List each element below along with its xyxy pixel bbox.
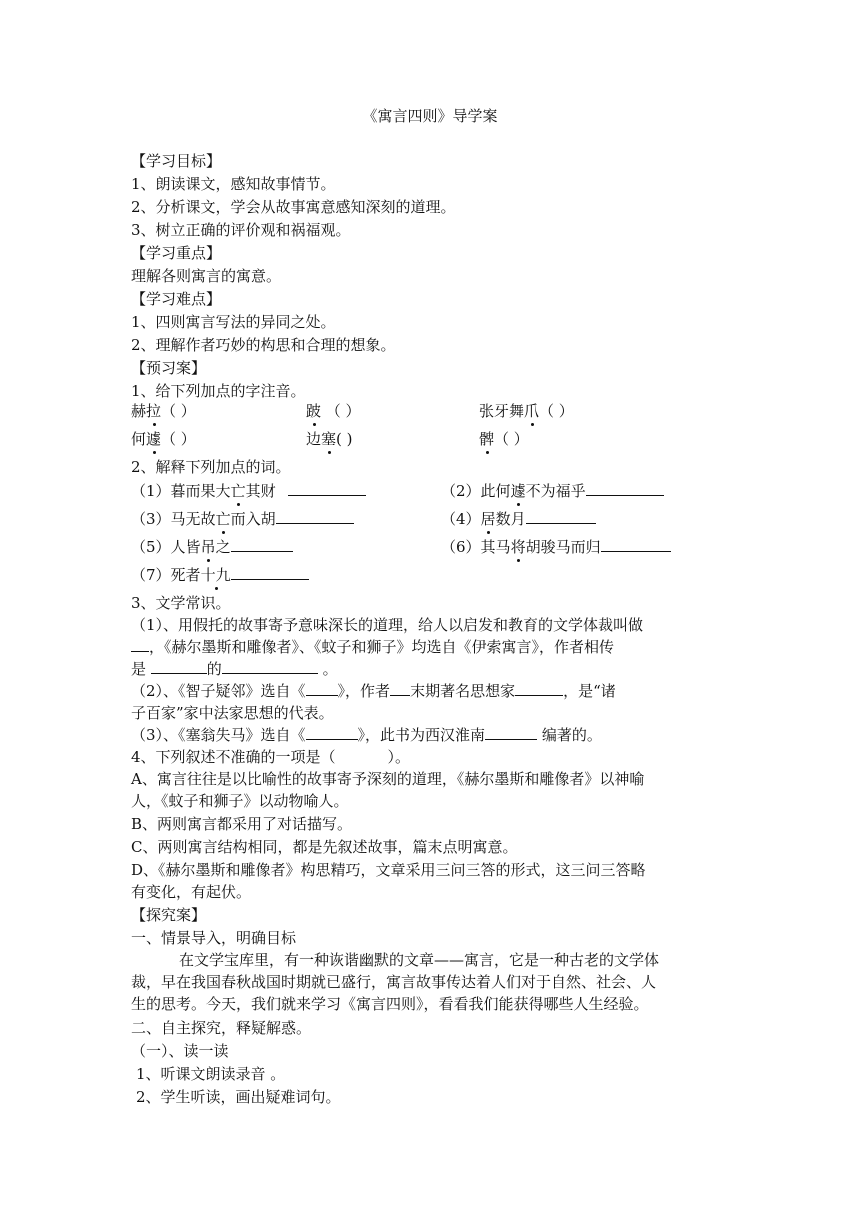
option-d-line: D、《赫尔墨斯和雕像者》构思精巧，文章采用三问三答的形式，这三问三答略 (131, 861, 646, 879)
key-points-text: 理解各则寓言的寓意。 (131, 267, 282, 285)
answer-blank[interactable] (586, 481, 664, 496)
word-item: （4）居数月 (441, 509, 596, 529)
answer-blank[interactable] (151, 659, 207, 674)
q3-paragraph-line: （1）、用假托的故事寄予意味深长的道理，给人以启发和教育的文学体裁叫做 (131, 616, 644, 634)
answer-blank[interactable] (131, 637, 149, 652)
answer-blank[interactable] (306, 681, 338, 696)
pinyin-item: 边塞( ) (306, 430, 353, 448)
answer-blank[interactable] (515, 681, 563, 696)
word-item: （3）马无故亡而入胡 (131, 509, 354, 529)
option-a-line: A、寓言往往是以比喻性的故事寄予深刻的道理，《赫尔墨斯和雕像者》以神喻 (131, 770, 645, 788)
pinyin-item: 髀（ ） (479, 430, 529, 448)
word-item: （7）死者十九 (131, 565, 309, 585)
word-item: （5）人皆吊之 (131, 537, 293, 557)
dotted-char: 亡 (215, 510, 231, 528)
dotted-char: 跛 (306, 402, 322, 420)
preview-header: 【预习案】 (131, 359, 207, 377)
dotted-char: 爪 (524, 402, 540, 420)
section-title: 二、自主探究，释疑解惑。 (131, 1019, 312, 1037)
list-item: 2、学生听读，画出疑难词句。 (136, 1088, 341, 1106)
q3-prompt: 3、文学常识。 (131, 594, 231, 612)
dotted-char: 塞 (321, 430, 337, 448)
q2-prompt: 2、解释下列加点的词。 (131, 458, 291, 476)
answer-blank[interactable] (390, 681, 410, 696)
q3-paragraph-line: （2）、《智子疑邻》选自《 》，作者 末期著名思想家 ，是“诸 (131, 682, 616, 700)
dotted-char: 吊 (200, 538, 216, 556)
difficulty-item: 2、理解作者巧妙的构思和合理的想象。 (131, 336, 396, 354)
difficulty-item: 1、四则寓言写法的异同之处。 (131, 313, 336, 331)
option-b: B、两则寓言都采用了对话描写。 (131, 815, 353, 833)
word-item: （6）其马将胡骏马而归 (441, 537, 671, 557)
q3-paragraph-line: （3）、《塞翁失马》选自《 》，此书为西汉淮南 编著的。 (131, 726, 602, 744)
list-item: 1、听课文朗读录音 。 (136, 1065, 286, 1083)
dotted-char: 将 (510, 538, 526, 556)
answer-blank[interactable] (231, 537, 293, 552)
q4-prompt: 4、下列叙述不准确的一项是（ ）。 (131, 748, 411, 766)
answer-blank[interactable] (526, 509, 596, 524)
intro-paragraph-line: 在文学宝库里，有一种诙谐幽默的文章——寓言，它是一种古老的文学体 (179, 951, 660, 969)
answer-blank[interactable] (222, 659, 318, 674)
subsection-title: （一）、读一读 (131, 1042, 229, 1060)
dotted-char: 亡 (230, 482, 246, 500)
word-item: （1）暮而果大亡其财 (131, 481, 366, 501)
dotted-char: 居 (480, 510, 496, 528)
dotted-char: 十九 (200, 566, 231, 584)
dotted-char: 拉 (146, 402, 162, 420)
objective-item: 1、朗读课文，感知故事情节。 (131, 175, 336, 193)
dotted-char: 遽 (146, 430, 162, 448)
pinyin-item: 跛 （ ） (306, 402, 361, 420)
dotted-char: 髀 (479, 430, 495, 448)
pinyin-item: 张牙舞爪（ ） (479, 402, 574, 420)
q1-prompt: 1、给下列加点的字注音。 (131, 382, 306, 400)
option-c: C、两则寓言结构相同，都是先叙述故事，篇末点明寓意。 (131, 838, 518, 856)
key-points-header: 【学习重点】 (131, 244, 222, 262)
dotted-char: 遽 (510, 482, 526, 500)
option-d-line: 有变化，有起伏。 (131, 883, 252, 901)
option-a-line: 人，《蚊子和狮子》以动物喻人。 (131, 792, 349, 810)
intro-paragraph-line: 裁，早在我国春秋战国时期就已盛行，寓言故事传达着人们对于自然、社会、人 (131, 973, 657, 991)
answer-blank[interactable] (601, 537, 671, 552)
pinyin-item: 赫拉（ ） (131, 402, 196, 420)
difficulties-header: 【学习难点】 (131, 290, 222, 308)
page-title: 《寓言四则》导学案 (362, 107, 498, 125)
q3-paragraph-line: 是 的 。 (131, 660, 338, 678)
objective-item: 3、树立正确的评价观和祸福观。 (131, 221, 351, 239)
answer-blank[interactable] (231, 565, 309, 580)
answer-blank[interactable] (288, 481, 366, 496)
answer-blank[interactable] (276, 509, 354, 524)
word-item: （2）此何遽不为福乎 (441, 481, 664, 501)
q3-paragraph-line: 子百家”家中法家思想的代表。 (131, 704, 334, 722)
explore-header: 【探究案】 (131, 906, 207, 924)
objective-item: 2、分析课文，学会从故事寓意感知深刻的道理。 (131, 198, 456, 216)
q3-paragraph-line: ，《赫尔墨斯和雕像者》、《蚊子和狮子》均选自《伊索寓言》，作者相传 (131, 637, 614, 657)
objectives-header: 【学习目标】 (131, 152, 222, 170)
section-title: 一、情景导入，明确目标 (131, 929, 297, 947)
answer-blank[interactable] (306, 725, 358, 740)
intro-paragraph-line: 生的思考。今天，我们就来学习《寓言四则》，看看我们能获得哪些人生经验。 (131, 995, 649, 1013)
pinyin-item: 何遽（ ） (131, 430, 196, 448)
answer-blank[interactable] (485, 725, 537, 740)
